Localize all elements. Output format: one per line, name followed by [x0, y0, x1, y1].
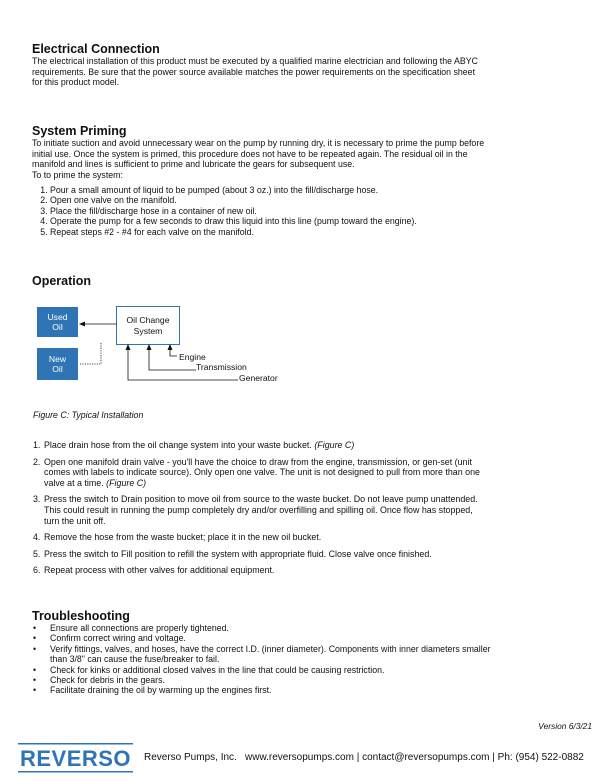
svg-text:REVERSO: REVERSO	[19, 746, 132, 771]
electrical-text: The electrical installation of this product must be executed by a qualified marine electrician and following the ABYC requirements. Be sure that the power source available matches the power requirements on the specification sheet for this product model.	[32, 56, 478, 88]
operation-step: 6. Repeat process with other valves for additional equipment.	[33, 565, 275, 576]
engine-arrow	[168, 344, 173, 350]
transmission-label: Transmission	[196, 362, 247, 372]
troubleshooting-item: • Confirm correct wiring and voltage.	[33, 633, 186, 644]
used-oil-arrow	[79, 322, 85, 327]
operation-step: 2. Open one manifold drain valve - you'll have the choice to draw from the engine, transmission, or gen-set (unit comes with labels to indicate source). Only open one valve. The unit is not designed to pull from more than one valve at a time. (Figure C)	[33, 456, 480, 488]
engine-label: Engine	[179, 352, 206, 362]
priming-heading: System Priming	[32, 124, 127, 138]
new-oil-line	[80, 343, 101, 364]
operation-step: 4. Remove the hose from the waste bucket; place it in the new oil bucket.	[33, 532, 322, 543]
troubleshooting-item: • Facilitate draining the oil by warming up the engines first.	[33, 685, 272, 696]
footer-contact: www.reversopumps.com | contact@reversopumps.com | Ph: (954) 522-0882	[245, 752, 584, 763]
operation-step: 5. Press the switch to Fill position to refill the system with appropriate fluid. Close valve once finished.	[33, 548, 432, 559]
footer-company: Reverso Pumps, Inc.	[144, 752, 237, 763]
troubleshooting-list	[33, 623, 578, 696]
transmission-arrow	[147, 344, 152, 350]
version-label: Version 6/3/21	[538, 721, 592, 731]
oil-change-system-box: Oil Change System	[116, 306, 180, 345]
used-oil-box: Used Oil	[37, 307, 78, 337]
reverso-logo	[18, 743, 133, 773]
priming-step: 5. Repeat steps #2 - #4 for each valve on the manifold.	[50, 227, 590, 238]
troubleshooting-item: • Verify fittings, valves, and hoses, have the correct I.D. (inner diameter). Components with inner diameters smaller than 3/8" can cause the fuse/breaker to fail.	[33, 643, 491, 665]
operation-heading: Operation	[32, 274, 92, 288]
operation-steps	[33, 440, 578, 582]
generator-label: Generator	[239, 373, 278, 383]
troubleshooting-item: • Ensure all connections are properly tightened.	[33, 623, 229, 633]
electrical-heading: Electrical Connection	[32, 42, 160, 56]
priming-step: 4. Operate the pump for a few seconds to draw this liquid into this line (pump toward the engine).	[50, 216, 590, 227]
troubleshooting-item: • Check for kinks or additional closed valves in the line that could be causing restriction.	[33, 664, 385, 675]
generator-arrow	[126, 344, 131, 350]
priming-step: 3. Place the fill/discharge hose in a container of new oil.	[50, 206, 590, 217]
priming-step: 2. Open one valve on the manifold.	[50, 195, 590, 206]
priming-step: 1. Pour a small amount of liquid to be pumped (about 3 oz.) into the fill/discharge hose.	[50, 185, 590, 196]
engine-line	[170, 349, 177, 356]
troubleshooting-item: • Check for debris in the gears.	[33, 675, 165, 686]
priming-text: To initiate suction and avoid unnecessary wear on the pump by running dry, it is necessary to prime the pump before initial use. Once the system is primed, this procedure does not have to be repeated again. The residual oil in the manifold and lines is sufficient to prime and lubricate the gears for subsequent use. To to prime the system:	[32, 138, 485, 180]
operation-step: 3. Press the switch to Drain position to move oil from source to the waste bucket. Do not leave pump unattended. This could result in running the pump completely dry and/or overfilling and spilling oil. Once flow has stopped, turn the unit off.	[33, 494, 478, 526]
operation-step: 1. Place drain hose from the oil change system into your waste bucket. (Figure C)	[33, 440, 355, 450]
figure-caption: Figure C: Typical Installation	[33, 410, 144, 420]
new-oil-box: New Oil	[37, 348, 78, 380]
troubleshooting-heading: Troubleshooting	[32, 609, 130, 623]
